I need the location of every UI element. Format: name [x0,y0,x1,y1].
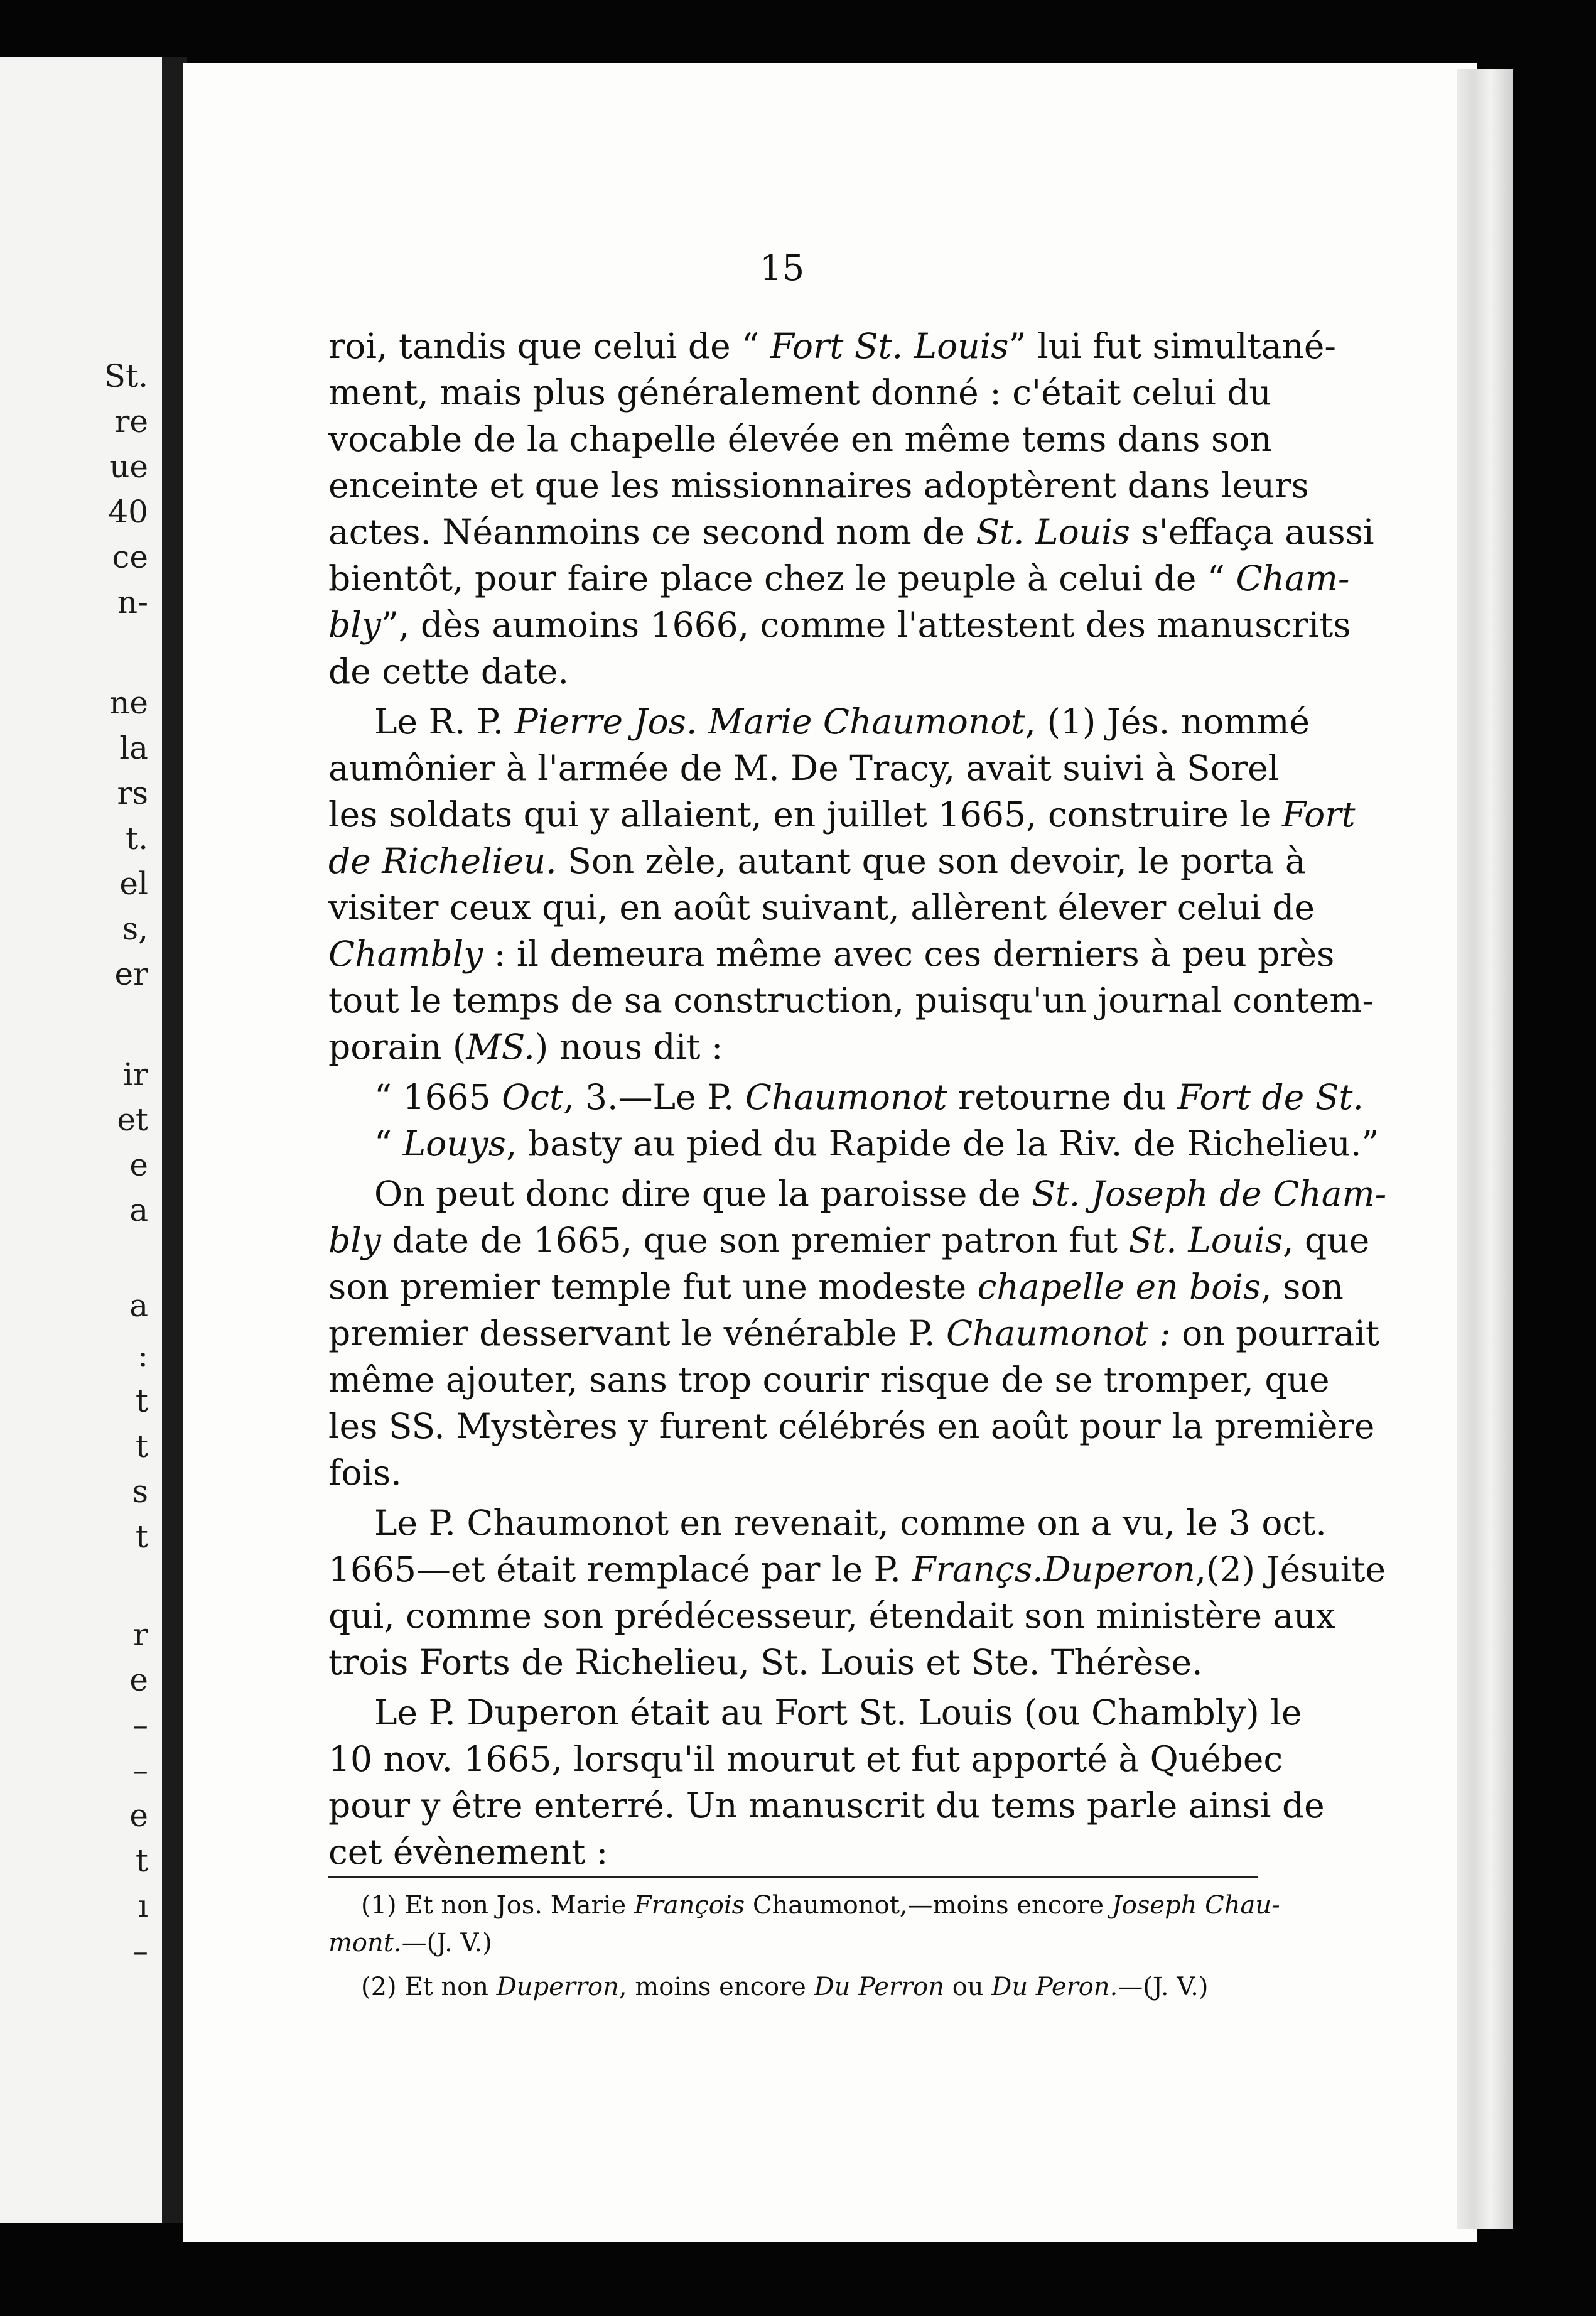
text-line: fois. [328,1453,402,1493]
margin-fragment: s [132,1473,148,1510]
text-line: Le R. P. Pierre Jos. Marie Chaumonot, (1) Jés. nommé [374,701,1310,742]
text-line: Le P. Duperon était au Fort St. Louis (ou Chambly) le [374,1692,1302,1733]
text-line: trois Forts de Richelieu, St. Louis et Ste. Thérèse. [328,1642,1203,1682]
margin-fragment: re [114,403,148,440]
footnote-line: (1) Et non Jos. Marie François Chaumonot,—moins encore Joseph Chau- [361,1891,1280,1920]
margin-fragment: – [132,1752,148,1788]
text-line: cet évènement : [328,1832,608,1872]
margin-fragment: – [132,1933,148,1969]
text-line: les soldats qui y allaient, en juillet 1665, construire le Fort [328,794,1356,835]
margin-fragment: a [129,1287,148,1324]
margin-fragment: t [135,1428,148,1464]
text-line: actes. Néanmoins ce second nom de St. Louis s'effaça aussi [328,512,1374,552]
margin-fragment: e [129,1662,148,1698]
text-line: tout le temps de sa construction, puisqu'un journal contem- [328,980,1374,1020]
text-line: qui, comme son prédécesseur, étendait son ministère aux [328,1596,1335,1636]
text-line: Le P. Chaumonot en revenait, comme on a vu, le 3 oct. [374,1503,1327,1543]
footnote-line: mont.—(J. V.) [328,1929,492,1957]
margin-fragment: St. [104,358,148,394]
text-line: Chambly : il demeura même avec ces derniers à peu près [328,934,1335,974]
margin-fragment: e [129,1147,148,1183]
text-line: roi, tandis que celui de “ Fort St. Louis” lui fut simultané- [328,326,1336,366]
margin-fragment: ce [112,539,148,575]
margin-fragment: er [114,956,148,992]
margin-fragment: : [137,1338,148,1374]
margin-fragment: t. [126,820,148,857]
text-line: de cette date. [328,651,569,691]
margin-fragment: ir [123,1056,148,1093]
margin-fragment: a [129,1192,148,1228]
left-facing-page [0,57,162,2223]
text-line: “ Louys, basty au pied du Rapide de la Riv. de Richelieu.” [374,1123,1379,1164]
margin-fragment: n- [117,584,148,620]
margin-fragment: t [135,1843,148,1879]
margin-fragment: t [135,1518,148,1555]
text-line: porain (MS.) nous dit : [328,1027,723,1067]
page-edge-stack [1457,69,1513,2229]
text-line: premier desservant le vénérable P. Chaumonot : on pourrait [328,1313,1379,1353]
margin-fragment: el [119,865,148,902]
text-line: “ 1665 Oct, 3.—Le P. Chaumonot retourne du Fort de St. [374,1077,1364,1117]
text-line: bly date de 1665, que son premier patron fut St. Louis, que [328,1220,1370,1260]
margin-fragment: r [133,1616,148,1653]
text-line: visiter ceux qui, en août suivant, allèrent élever celui de [328,887,1315,928]
text-line: de Richelieu. Son zèle, autant que son devoir, le porta à [328,841,1306,881]
margin-fragment: ue [109,448,148,485]
text-line: vocable de la chapelle élevée en même tems dans son [328,419,1272,459]
text-line: les SS. Mystères y furent célébrés en août pour la première [328,1406,1375,1446]
text-line: son premier temple fut une modeste chapelle en bois, son [328,1267,1344,1307]
text-line: bientôt, pour faire place chez le peuple à celui de “ Cham- [328,558,1350,598]
footnote-line: (2) Et non Duperron, moins encore Du Perron ou Du Peron.—(J. V.) [361,1972,1209,2001]
text-line: aumônier à l'armée de M. De Tracy, avait suivi à Sorel [328,748,1280,788]
margin-fragment: e [129,1797,148,1834]
page-number: 15 [760,248,805,289]
margin-fragment: ı [138,1888,148,1924]
text-line: ment, mais plus généralement donné : c'était celui du [328,372,1271,413]
text-line: pour y être enterré. Un manuscrit du tems parle ainsi de [328,1785,1325,1826]
margin-fragment: et [117,1101,148,1138]
text-line: On peut donc dire que la paroisse de St. Joseph de Cham- [374,1174,1387,1214]
text-line: même ajouter, sans trop courir risque de se tromper, que [328,1360,1330,1400]
text-line: 1665—et était remplacé par le P. Françs.Duperon,(2) Jésuite [328,1549,1386,1589]
margin-fragment: – [132,1707,148,1743]
margin-fragment: t [135,1383,148,1419]
margin-fragment: rs [117,775,148,811]
text-line: 10 nov. 1665, lorsqu'il mourut et fut apporté à Québec [328,1739,1283,1779]
text-line: enceinte et que les missionnaires adoptèrent dans leurs [328,465,1309,506]
text-line: bly”, dès aumoins 1666, comme l'attestent des manuscrits [328,605,1351,645]
margin-fragment: ne [109,685,148,721]
footnote-rule [328,1876,1258,1878]
margin-fragment: la [119,730,148,766]
margin-fragment: 40 [108,494,148,530]
margin-fragment: s, [122,911,148,947]
